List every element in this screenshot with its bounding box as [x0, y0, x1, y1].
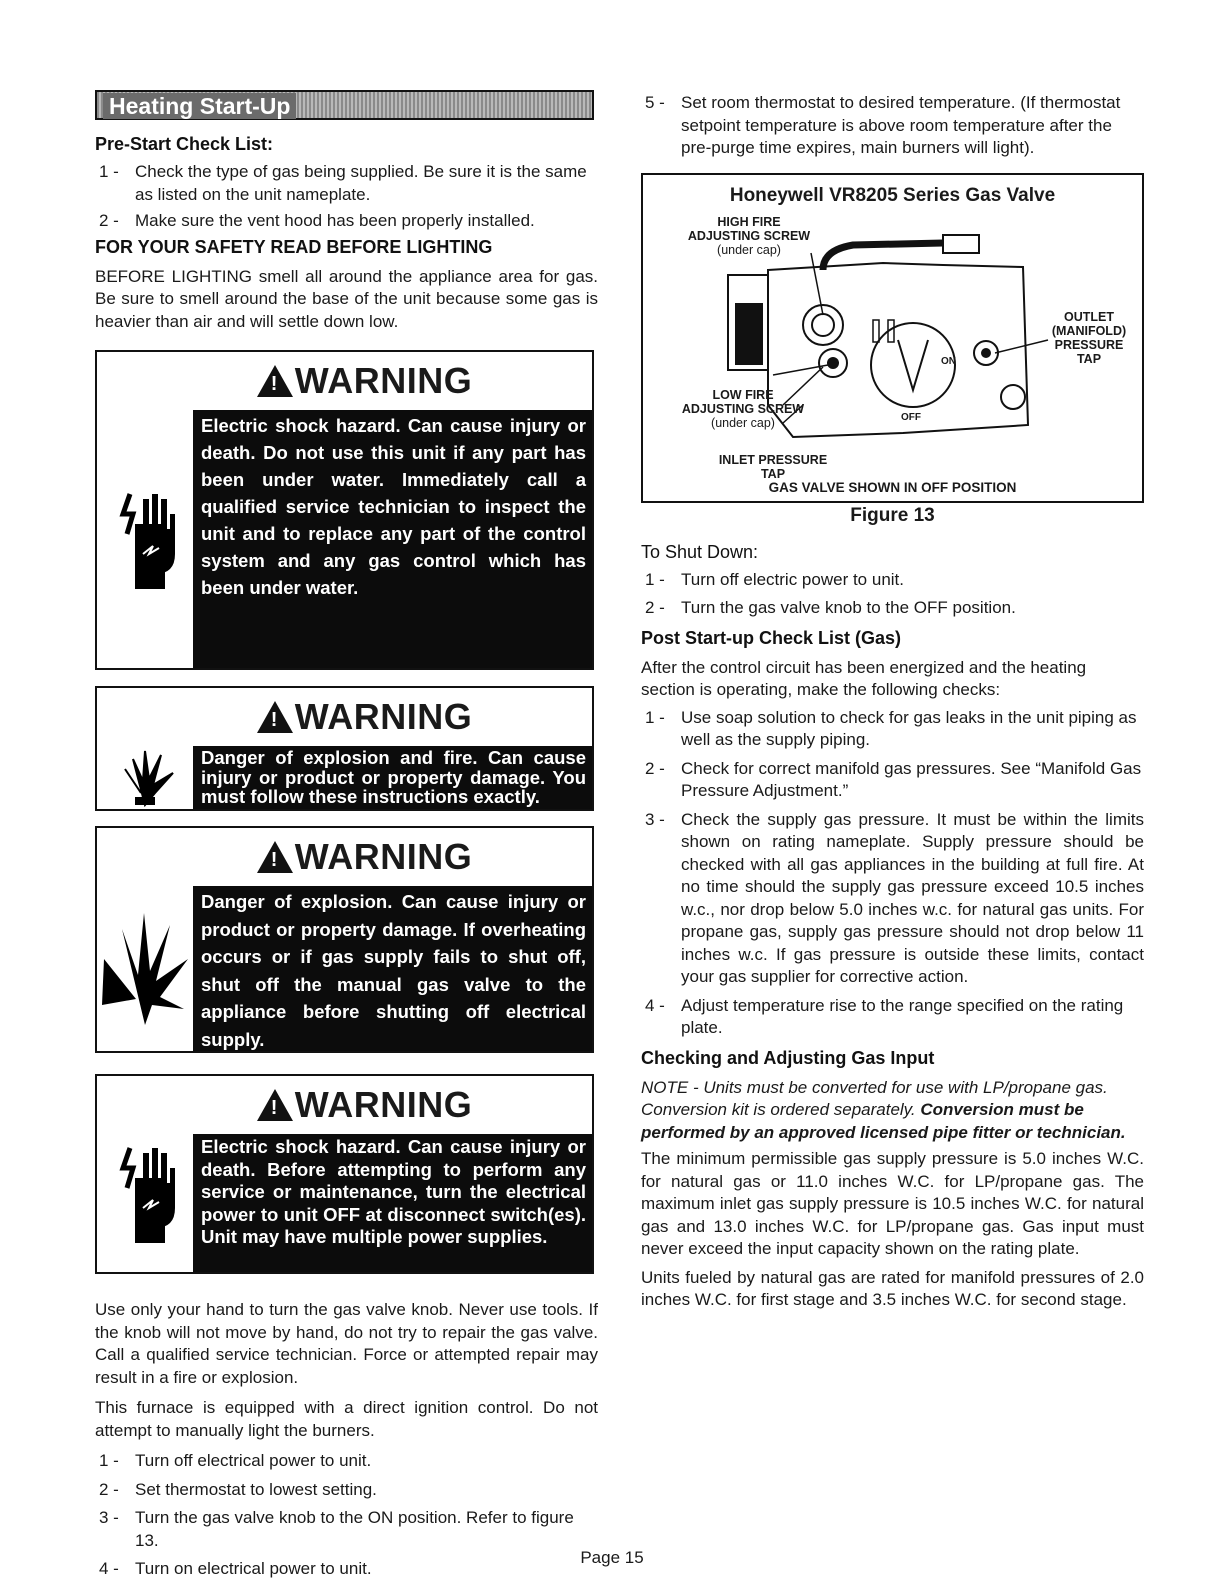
warning-header: ! WARNING	[97, 688, 592, 746]
startup-steps-continued	[641, 92, 1144, 160]
electric-shock-hand-icon	[97, 410, 193, 668]
list-item: 2 - Turn the gas valve knob to the OFF position.	[645, 598, 1016, 617]
warning-triangle-icon	[257, 365, 293, 397]
warning-box-3	[95, 826, 594, 1053]
left-column	[95, 90, 598, 1581]
gasinput-note: NOTE - Units must be converted for use with LP/propane gas. Conversion kit is ordered separately. Conversion must be performed by an approved licensed pipe fitter or technician.	[641, 1077, 1126, 1142]
list-item: 2 - Set thermostat to lowest setting.	[99, 1479, 377, 1499]
post-list	[641, 707, 1144, 1040]
electric-shock-hand-icon	[97, 1134, 193, 1272]
warning-header: ! WARNING	[97, 828, 592, 886]
list-item: 4 - Adjust temperature rise to the range specified on the rating plate.	[645, 995, 1124, 1037]
safety-heading: FOR YOUR SAFETY READ BEFORE LIGHTING	[95, 236, 493, 257]
warning-header: ! WARNING	[97, 1076, 592, 1134]
list-item: 5 - Set room thermostat to desired temperature. (If thermostat setpoint temperature is above room temperature after the pre-purge time expires, main burners will light).	[645, 93, 1121, 157]
list-item: 1 - Use soap solution to check for gas leaks in the unit piping as well as the supply piping.	[645, 707, 1137, 749]
right-column	[641, 92, 1144, 1312]
prestart-heading: Pre-Start Check List:	[95, 134, 274, 154]
warning-triangle-icon	[257, 841, 293, 873]
figure-title: Honeywell VR8205 Series Gas Valve	[729, 184, 1056, 206]
list-item: 2 - Make sure the vent hood has been properly installed.	[99, 211, 535, 230]
explosion-icon	[97, 886, 193, 1051]
list-item: 1 - Turn off electric power to unit.	[645, 569, 904, 589]
section-title-bar	[95, 90, 594, 120]
figure-gas-valve	[641, 173, 1144, 503]
warning-box-1	[95, 350, 594, 670]
warning-triangle-icon	[257, 701, 293, 733]
figure-footer: GAS VALVE SHOWN IN OFF POSITION	[768, 479, 1017, 495]
warning-box-4	[95, 1074, 594, 1274]
prestart-list	[95, 161, 598, 233]
list-item: 1 - Turn off electrical power to unit.	[99, 1451, 372, 1470]
paragraph: This furnace is equipped with a direct ignition control. Do not attempt to manually light the burners.	[95, 1398, 598, 1440]
warning-text: Danger of explosion and fire. Can cause injury or product or property damage. You must follow these instructions exactly.	[193, 746, 592, 809]
warning-triangle-icon	[257, 1089, 293, 1121]
label-inlet-tap: INLET PRESSURE TAP	[718, 452, 828, 481]
shutdown-heading: To Shut Down:	[641, 541, 759, 562]
warning-header: ! WARNING	[97, 352, 592, 410]
label-low-fire: LOW FIRE ADJUSTING SCREW (under cap)	[681, 387, 805, 430]
list-item: 4 - Turn on electrical power to unit.	[99, 1559, 372, 1578]
warning-text: Electric shock hazard. Can cause injury or death. Before attempting to perform any service or maintenance, turn the electrical power to unit OFF at disconnect switch(es). Unit may have multiple power supplies.	[193, 1134, 592, 1272]
warning-text: Electric shock hazard. Can cause injury or death. Do not use this unit if any part has been under water. Immediately call a qualified service technician to inspect the unit and to replace any part of the control system and any gas control which has been under water.	[193, 410, 592, 668]
section-title: Heating Start-Up	[103, 93, 296, 119]
list-item: 2 - Check for correct manifold gas pressures. See “Manifold Gas Pressure Adjustment.”	[645, 758, 1142, 800]
label-high-fire: HIGH FIRE ADJUSTING SCREW (under cap)	[687, 214, 811, 257]
gasinput-paragraph: The minimum permissible gas supply pressure is 5.0 inches W.C. for natural gas or 11.0 inches W.C. for LP/propane gas. The maximum inlet gas supply pressure is 10.5 inches W.C. for natural gas and 13.0 inches W.C. for LP/propane gas. Gas input must never exceed the input capacity shown on the rating plate.	[641, 1149, 1144, 1258]
warning-text: Danger of explosion. Can cause injury or product or property damage. If overheating occurs or if gas supply fails to shut off, shut off the manual gas valve to the appliance before shutting off electrical supply.	[193, 886, 592, 1051]
shutdown-list	[641, 569, 1144, 620]
explosion-icon	[97, 746, 193, 809]
list-item: 3 - Check the supply gas pressure. It must be within the limits shown on rating nameplate. Supply pressure should be checked with all gas appliances in the building at full fire. At no time should the supply gas pressure exceed 10.5 inches w.c., nor drop below 5.0 inches w.c. for natural gas units. For propane gas, supply gas pressure should not drop below 11 inches w.c. If gas pressure is outside these limits, contact your gas supplier for corrective action.	[645, 809, 1144, 986]
label-on: ON	[941, 355, 956, 367]
post-heading: Post Start-up Check List (Gas)	[641, 627, 902, 648]
safety-text: BEFORE LIGHTING smell all around the appliance area for gas. Be sure to smell around the base of the unit because some gas is heavier than air and will settle down low.	[95, 266, 598, 331]
post-intro: After the control circuit has been energized and the heating section is operating, make the following checks:	[641, 657, 1087, 699]
label-off: OFF	[901, 411, 921, 423]
gasinput-heading: Checking and Adjusting Gas Input	[641, 1047, 935, 1068]
label-outlet-tap: OUTLET (MANIFOLD) PRESSURE TAP	[1051, 309, 1127, 366]
warning-box-2	[95, 686, 594, 811]
paragraph: Use only your hand to turn the gas valve knob. Never use tools. If the knob will not move by hand, do not try to repair the gas valve. Call a qualified service technician. Force or attempted repair may result in a fire or explosion.	[95, 1300, 598, 1387]
list-item: 3 - Turn the gas valve knob to the ON position. Refer to figure 13.	[99, 1508, 574, 1550]
figure-caption: Figure 13	[850, 504, 935, 526]
page-number: Page 15	[580, 1548, 644, 1567]
gasinput-paragraph: Units fueled by natural gas are rated for manifold pressures of 2.0 inches W.C. for first stage and 3.5 inches W.C. for second stage.	[641, 1267, 1144, 1309]
list-item: 1 - Check the type of gas being supplied. Be sure it is the same as listed on the unit nameplate.	[99, 162, 587, 204]
